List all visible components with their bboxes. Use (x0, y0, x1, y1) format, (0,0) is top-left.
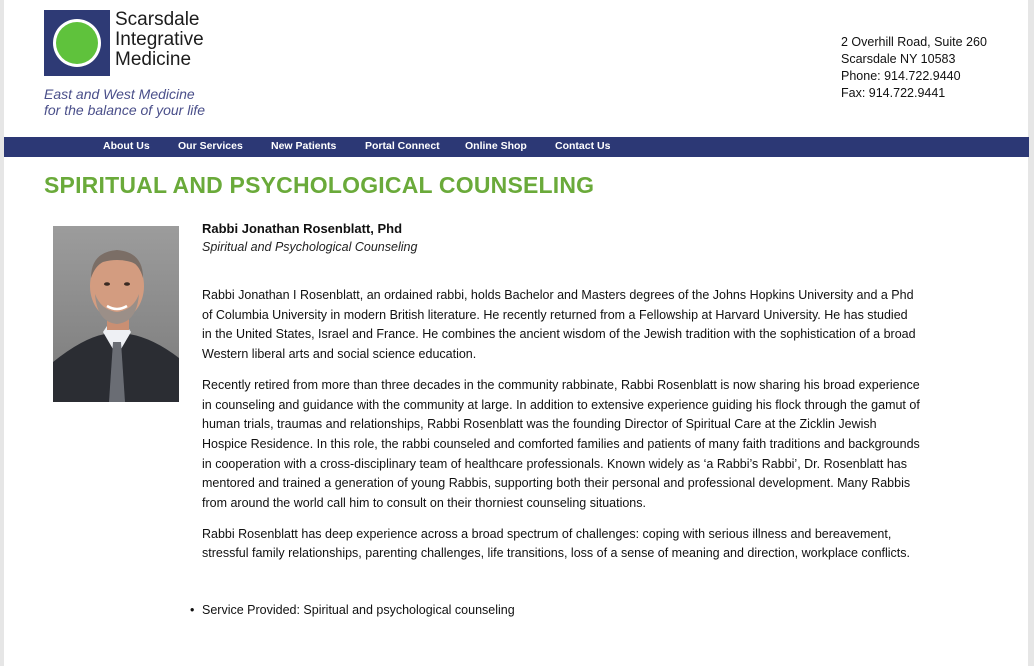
profile-bio (202, 286, 920, 564)
nav-new-patients[interactable]: New Patients (271, 140, 337, 152)
bio-paragraph: Rabbi Jonathan I Rosenblatt, an ordained rabbi, holds Bachelor and Masters degrees of the Johns Hopkins University and a Phd of Columbia University in modern British literature. He recently returned from a Fellowship at Harvard University. He has studied in the United States, Israel and France. He combines the ancient wisdom of the Jewish tradition with the sophistication of a broad Western liberal arts and social science education. (202, 288, 916, 362)
brand-name-line: Integrative (115, 29, 204, 50)
tagline-line: East and West Medicine (44, 86, 195, 102)
profile-content (202, 220, 920, 564)
nav-online-shop[interactable]: Online Shop (465, 140, 527, 152)
profile-role: Spiritual and Psychological Counseling (202, 240, 418, 254)
window-frame-left (0, 0, 4, 666)
contact-address (841, 34, 1026, 102)
tagline-line: for the balance of your life (44, 102, 206, 118)
brand-name-line: Medicine (115, 49, 192, 70)
brand-name[interactable] (115, 10, 275, 70)
window-frame-right (1028, 0, 1034, 666)
page-title: SPIRITUAL AND PSYCHOLOGICAL COUNSELING (44, 172, 595, 198)
profile-name: Rabbi Jonathan Rosenblatt, Phd (202, 221, 403, 236)
main-nav (4, 137, 1029, 157)
address-phone: Phone: 914.722.9440 (841, 69, 961, 83)
profile-photo (53, 226, 179, 402)
logo-mark[interactable] (44, 10, 110, 76)
portrait-illustration (53, 226, 179, 402)
nav-our-services[interactable]: Our Services (178, 140, 243, 152)
nav-about-us[interactable]: About Us (103, 140, 150, 152)
bullet-icon: • (190, 603, 195, 617)
bio-paragraph: Recently retired from more than three decades in the community rabbinate, Rabbi Rosenblatt is now sharing his broad experience in counseling and guidance with the community at large. In addition to extensive experience guiding his flock through the gamut of human trials, traumas and relationships, Rabbi Rosenblatt was the founding Director of Spiritual Care at the Zicklin Jewish Hospice Residence. In this role, the rabbi counseled and comforted families and patients of many faith traditions and backgrounds in cooperation with a cross-disciplinary team of healthcare professionals. Known widely as ‘a Rabbi’s Rabbi’, Dr. Rosenblatt has mentored and trained a generation of young Rabbis, supporting both their personal and professional development. Many Rabbis from around the world call him to consult on their thorniest counseling situations. (202, 377, 920, 511)
service-provided-item (190, 602, 515, 619)
nav-portal-connect[interactable]: Portal Connect (365, 140, 440, 152)
address-fax: Fax: 914.722.9441 (841, 86, 946, 100)
service-provided-text: Service Provided: Spiritual and psychological counseling (202, 603, 515, 617)
brand-tagline (44, 86, 284, 118)
brand-name-line: Scarsdale (115, 9, 200, 30)
address-city: Scarsdale NY 10583 (841, 52, 956, 66)
address-street: 2 Overhill Road, Suite 260 (841, 35, 987, 49)
logo-circle-icon (56, 22, 98, 64)
logo-ring (53, 19, 101, 67)
nav-contact-us[interactable]: Contact Us (555, 140, 611, 152)
bio-paragraph: Rabbi Rosenblatt has deep experience across a broad spectrum of challenges: coping with serious illness and bereavement, stressful family relationships, parenting challenges, life transitions, loss of a sense of meaning and direction, workplace conflicts. (202, 526, 910, 561)
